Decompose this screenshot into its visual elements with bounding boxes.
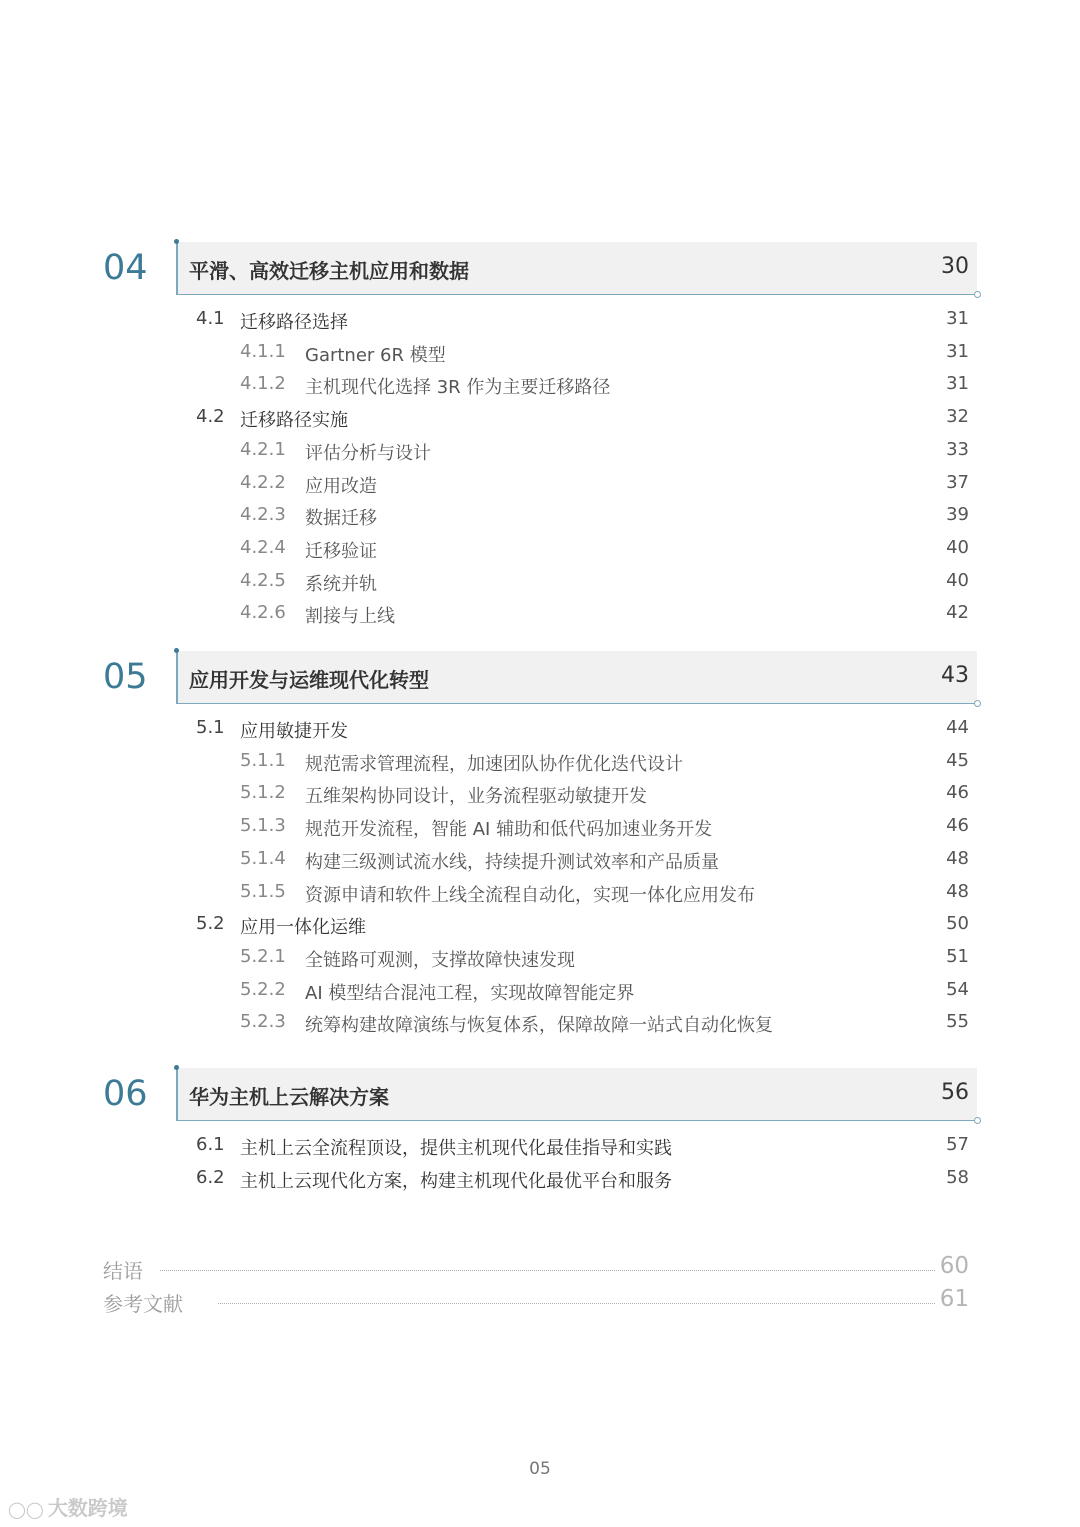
toc-entry-number: 5.1.2 xyxy=(240,782,286,804)
toc-entry-4-2[interactable] xyxy=(0,406,1080,436)
chapter-bar-end-dot xyxy=(974,291,981,298)
toc-entry-4-2-3[interactable] xyxy=(0,504,1080,534)
chapter-number: 05 xyxy=(103,657,148,697)
toc-entry-number: 6.2 xyxy=(196,1166,225,1188)
toc-entry-number: 5.2.1 xyxy=(240,945,286,967)
toc-entry-number: 4.1.1 xyxy=(240,340,286,362)
chapter-bar-line xyxy=(176,242,178,295)
toc-entry-title: 规范需求管理流程，加速团队协作优化迭代设计 xyxy=(305,753,683,775)
endmatter-entry-0[interactable] xyxy=(0,1255,1080,1285)
chapter-title: 华为主机上云解决方案 xyxy=(189,1085,389,1109)
toc-entry-page: 48 xyxy=(946,880,969,902)
toc-entry-5-1[interactable] xyxy=(0,717,1080,747)
toc-entry-page: 37 xyxy=(946,471,969,493)
chapter-title-bar xyxy=(177,651,977,704)
toc-entry-title: 割接与上线 xyxy=(305,606,395,628)
watermark-text: 大数跨境 xyxy=(47,1496,128,1520)
toc-entry-title: 全链路可观测，支撑故障快速发现 xyxy=(305,949,575,971)
toc-entry-number: 5.2.2 xyxy=(240,978,286,1000)
toc-entry-5-2-3[interactable] xyxy=(0,1011,1080,1041)
toc-entry-title: 规范开发流程，智能 AI 辅助和低代码加速业务开发 xyxy=(305,819,713,841)
endmatter-page: 61 xyxy=(939,1286,969,1312)
chapter-bar-dot xyxy=(174,648,179,653)
toc-entry-page: 42 xyxy=(946,602,969,624)
watermark-logo-icon: ◯◯ xyxy=(8,1500,44,1519)
chapter-bar-dot xyxy=(174,239,179,244)
chapter-bar-line xyxy=(176,651,178,704)
chapter-bar-end-dot xyxy=(974,1117,981,1124)
toc-entry-number: 4.2.3 xyxy=(240,504,286,526)
toc-entry-page: 31 xyxy=(946,340,969,362)
toc-entry-title: 应用敏捷开发 xyxy=(240,721,348,742)
chapter-number: 04 xyxy=(103,248,148,288)
dotted-leader xyxy=(160,1270,935,1271)
chapter-header-06[interactable] xyxy=(0,1068,1080,1130)
chapter-bar-line xyxy=(176,1068,178,1121)
toc-entry-title: 主机上云现代化方案，构建主机现代化最优平台和服务 xyxy=(240,1170,672,1192)
endmatter-page: 60 xyxy=(939,1253,969,1279)
toc-entry-4-2-5[interactable] xyxy=(0,570,1080,600)
toc-entry-4-1-1[interactable] xyxy=(0,341,1080,371)
toc-entry-title: 数据迁移 xyxy=(305,508,377,530)
toc-entry-page: 39 xyxy=(946,504,969,526)
toc-entry-number: 4.2.5 xyxy=(240,569,286,591)
toc-entry-page: 45 xyxy=(946,749,969,771)
chapter-number: 06 xyxy=(103,1074,148,1114)
toc-entry-4-2-2[interactable] xyxy=(0,472,1080,502)
dotted-leader xyxy=(218,1303,935,1304)
endmatter-label: 结语 xyxy=(103,1259,143,1283)
toc-entry-title: 主机上云全流程顶设，提供主机现代化最佳指导和实践 xyxy=(240,1138,672,1159)
toc-entry-number: 5.2 xyxy=(196,913,225,935)
toc-entry-5-2-1[interactable] xyxy=(0,946,1080,976)
toc-entry-title: 应用改造 xyxy=(305,475,377,497)
chapter-page-number: 56 xyxy=(941,1080,969,1105)
toc-entry-4-1-2[interactable] xyxy=(0,373,1080,403)
toc-entry-5-1-5[interactable] xyxy=(0,881,1080,911)
toc-entry-number: 5.1.5 xyxy=(240,880,286,902)
chapter-title-bar xyxy=(177,1068,977,1121)
toc-entry-number: 5.1.1 xyxy=(240,749,286,771)
toc-entry-5-1-2[interactable] xyxy=(0,782,1080,812)
chapter-title: 平滑、高效迁移主机应用和数据 xyxy=(189,259,469,283)
toc-entry-page: 44 xyxy=(946,717,969,738)
toc-entry-5-2-2[interactable] xyxy=(0,979,1080,1009)
toc-entry-number: 5.1 xyxy=(196,717,225,738)
chapter-bar-end-dot xyxy=(974,700,981,707)
chapter-title: 应用开发与运维现代化转型 xyxy=(189,668,429,692)
toc-entry-number: 5.1.4 xyxy=(240,847,286,869)
toc-entry-page: 40 xyxy=(946,536,969,558)
chapter-title-bar xyxy=(177,242,977,295)
chapter-page-number: 30 xyxy=(941,254,969,279)
toc-entry-number: 5.2.3 xyxy=(240,1011,286,1033)
chapter-page-number: 43 xyxy=(941,663,969,688)
toc-entry-6-1[interactable] xyxy=(0,1134,1080,1164)
chapter-header-04[interactable] xyxy=(0,242,1080,304)
toc-entry-4-2-6[interactable] xyxy=(0,602,1080,632)
toc-entry-number: 4.2.2 xyxy=(240,471,286,493)
toc-entry-4-2-4[interactable] xyxy=(0,537,1080,567)
toc-entry-number: 4.1.2 xyxy=(240,373,286,395)
toc-entry-page: 46 xyxy=(946,815,969,837)
toc-entry-page: 32 xyxy=(946,406,969,428)
chapter-bar-dot xyxy=(174,1065,179,1070)
toc-entry-title: 迁移路径选择 xyxy=(240,312,348,333)
toc-entry-number: 4.2.6 xyxy=(240,602,286,624)
toc-entry-title: Gartner 6R 模型 xyxy=(305,344,446,366)
toc-entry-number: 4.1 xyxy=(196,308,225,329)
toc-entry-title: 主机现代化选择 3R 作为主要迁移路径 xyxy=(305,377,611,399)
toc-entry-number: 4.2 xyxy=(196,406,225,428)
toc-entry-title: 五维架构协同设计，业务流程驱动敏捷开发 xyxy=(305,786,647,808)
toc-entry-page: 54 xyxy=(946,978,969,1000)
toc-entry-6-2[interactable] xyxy=(0,1167,1080,1197)
toc-entry-page: 48 xyxy=(946,847,969,869)
toc-entry-page: 40 xyxy=(946,569,969,591)
toc-entry-title: 迁移路径实施 xyxy=(240,410,348,432)
toc-entry-title: 评估分析与设计 xyxy=(305,442,431,464)
toc-entry-page: 51 xyxy=(946,945,969,967)
toc-entry-page: 50 xyxy=(946,913,969,935)
toc-entry-5-1-4[interactable] xyxy=(0,848,1080,878)
toc-entry-page: 58 xyxy=(946,1166,969,1188)
toc-entry-5-1-3[interactable] xyxy=(0,815,1080,845)
watermark xyxy=(8,1492,128,1521)
toc-entry-4-2-1[interactable] xyxy=(0,439,1080,469)
toc-entry-title: 应用一体化运维 xyxy=(240,917,366,939)
toc-entry-number: 4.2.1 xyxy=(240,438,286,460)
toc-entry-title: 统筹构建故障演练与恢复体系，保障故障一站式自动化恢复 xyxy=(305,1015,773,1037)
endmatter-label: 参考文献 xyxy=(103,1292,183,1316)
toc-entry-page: 46 xyxy=(946,782,969,804)
toc-entry-5-2[interactable] xyxy=(0,913,1080,943)
toc-entry-title: 资源申请和软件上线全流程自动化，实现一体化应用发布 xyxy=(305,884,755,906)
toc-entry-page: 57 xyxy=(946,1134,969,1155)
toc-entry-5-1-1[interactable] xyxy=(0,750,1080,780)
toc-entry-number: 6.1 xyxy=(196,1134,225,1155)
toc-entry-number: 4.2.4 xyxy=(240,536,286,558)
footer-page-number: 05 xyxy=(529,1459,551,1479)
chapter-header-05[interactable] xyxy=(0,651,1080,713)
toc-entry-title: 系统并轨 xyxy=(305,573,377,595)
toc-entry-page: 31 xyxy=(946,308,969,329)
toc-entry-page: 55 xyxy=(946,1011,969,1033)
toc-entry-title: AI 模型结合混沌工程，实现故障智能定界 xyxy=(305,982,635,1004)
toc-entry-number: 5.1.3 xyxy=(240,815,286,837)
toc-entry-page: 33 xyxy=(946,438,969,460)
toc-entry-4-1[interactable] xyxy=(0,308,1080,338)
toc-entry-page: 31 xyxy=(946,373,969,395)
endmatter-entry-1[interactable] xyxy=(0,1288,1080,1318)
toc-entry-title: 构建三级测试流水线，持续提升测试效率和产品质量 xyxy=(305,851,719,873)
toc-entry-title: 迁移验证 xyxy=(305,540,377,562)
